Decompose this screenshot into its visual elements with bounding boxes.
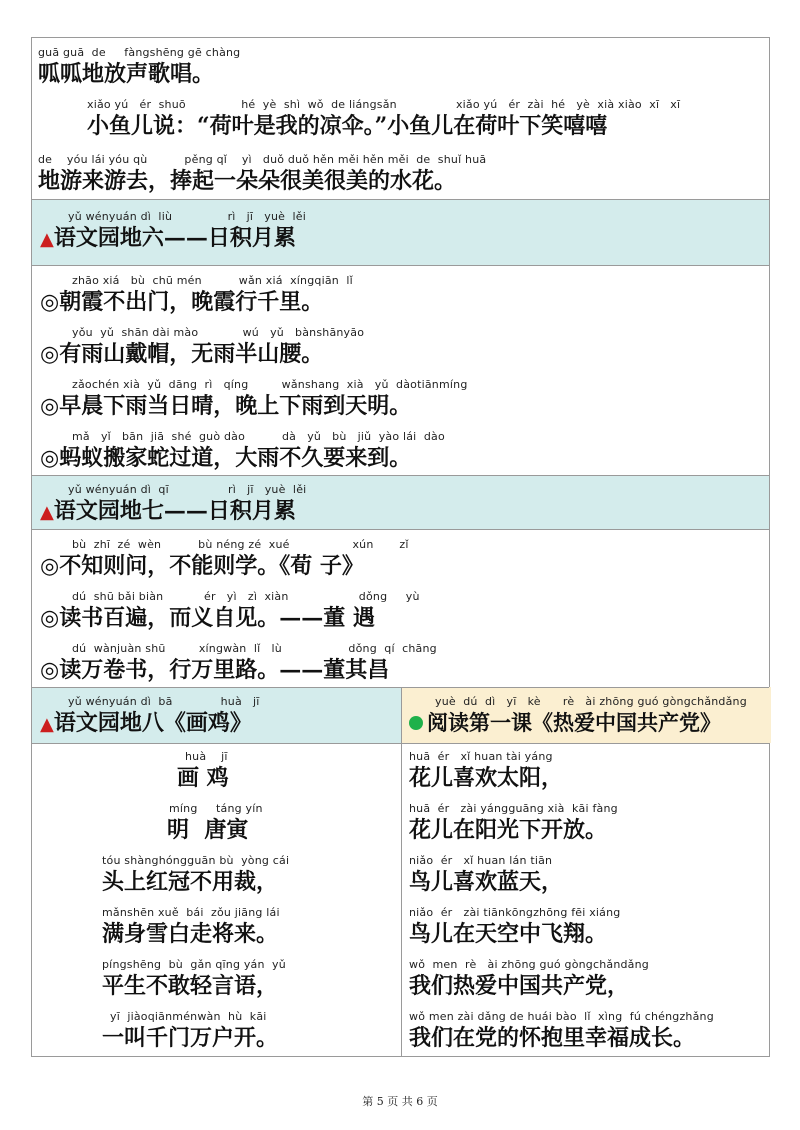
hanzi: 头上红冠不用裁， [102,869,279,895]
green-dot-icon [409,716,423,730]
triangle-icon: ▲ [40,502,54,523]
hanzi: 我们热爱中国共产党， [409,973,630,999]
page-number: 第 5 页 共 6 页 [362,1095,438,1108]
list-item [40,590,420,632]
reading-title: 阅读第一课《热爱中国共产党》 [427,710,721,735]
pinyin: niǎo ér xǐ huan lán tiān [409,854,553,867]
section8-header [40,695,260,737]
text-line [38,46,240,88]
pinyin: míng táng yín [169,802,263,815]
pinyin: yǔ wényuán dì qī rì jī yuè lěi [68,483,307,496]
section7-header [40,483,306,525]
list-item [40,642,437,684]
poem-line [102,1010,278,1052]
column-divider [401,687,402,1056]
pinyin: yuè dú dì yī kè rè ài zhōng guó gòngchǎndǎng [435,695,747,708]
reading-header [409,695,747,737]
pinyin: huā ér zài yángguāng xià kāi fàng [409,802,618,815]
reading-line [409,750,563,792]
reading-line [409,958,649,1000]
poem-line [102,854,289,896]
hanzi: 花儿喜欢太阳， [409,765,564,791]
pinyin: yī jiàoqiānménwàn hù kāi [110,1010,267,1023]
pinyin: wǒ men rè ài zhōng guó gòngchǎndǎng [409,958,649,971]
hanzi: 小鱼儿说：“荷叶是我的凉伞。”小鱼儿在荷叶下笑嘻嘻 [87,113,608,139]
hanzi: 鸟儿在天空中飞翔。 [409,921,608,947]
pinyin: píngshēng bù gǎn qīng yán yǔ [102,958,286,971]
hanzi: ◎蚂蚁搬家蛇过道，大雨不久要来到。 [40,445,412,471]
hanzi: 一叫千门万户开。 [102,1025,279,1051]
pinyin: huā ér xǐ huan tài yáng [409,750,553,763]
pinyin: tóu shànghóngguān bù yòng cái [102,854,290,867]
divider [32,529,769,530]
text-line [38,153,486,195]
pinyin: dú wànjuàn shū xíngwàn lǐ lù dǒng qí chāng [72,642,437,655]
hanzi: 我们在党的怀抱里幸福成长。 [409,1025,696,1051]
hanzi: 花儿在阳光下开放。 [409,817,608,843]
hanzi: ◎读万卷书，行万里路。——董其昌 [40,657,390,683]
hanzi: ◎早晨下雨当日晴，晚上下雨到天明。 [40,393,412,419]
hanzi: ◎读书百遍，而义自见。——董 遇 [40,605,375,631]
hanzi: 地游来游去，捧起一朵朵很美很美的水花。 [38,168,457,194]
hanzi: 鸟儿喜欢蓝天， [409,869,564,895]
divider [32,265,769,266]
divider [32,199,769,200]
reading-line [409,906,620,948]
list-item [40,326,364,368]
pinyin: mǎnshēn xuě bái zǒu jiāng lái [102,906,280,919]
hanzi: 画 鸡 [177,765,229,791]
pinyin: bù zhī zé wèn bù néng zé xué xún zǐ [72,538,409,551]
section7-title: 语文园地七——日积月累 [53,498,296,524]
poem-author [167,802,263,844]
hanzi: ◎朝霞不出门，晚霞行千里。 [40,289,324,315]
pinyin: dú shū bǎi biàn ér yì zì xiàn dǒng yù [72,590,420,603]
section6-title: 语文园地六——日积月累 [53,225,296,251]
triangle-icon: ▲ [40,714,54,735]
pinyin: niǎo ér zài tiānkōngzhōng fēi xiáng [409,906,621,919]
section8-title: 语文园地八《画鸡》 [53,710,252,736]
pinyin: yǔ wényuán dì bā huà jī [68,695,260,708]
worksheet-frame [31,37,770,1057]
pinyin: yǒu yǔ shān dài mào wú yǔ bànshānyāo [72,326,365,339]
reading-line [409,802,618,844]
pinyin: huà jī [185,750,228,763]
reading-line [409,1010,714,1052]
list-item [40,378,468,420]
hanzi: 平生不敢轻言语， [102,973,279,999]
hanzi: ◎有雨山戴帽，无雨半山腰。 [40,341,324,367]
pinyin: guā guā de fàngshēng gē chàng [38,46,241,59]
section6-header [40,210,306,252]
pinyin: zhāo xiá bù chū mén wǎn xiá xíngqiān lǐ [72,274,353,287]
hanzi: 明 唐寅 [167,817,249,843]
divider [32,475,769,476]
pinyin: zǎochén xià yǔ dāng rì qíng wǎnshang xià yǔ dàotiānmíng [72,378,468,391]
poem-line [102,906,280,948]
pinyin: xiǎo yú ér shuō hé yè shì wǒ de liángsǎn xiǎo yú ér zài hé yè xià xiào xī xī [87,98,681,111]
poem-title [177,750,229,792]
triangle-icon: ▲ [40,229,54,250]
list-item [40,430,445,472]
list-item [40,538,409,580]
reading-line [409,854,563,896]
hanzi: 呱呱地放声歌唱。 [38,61,215,87]
poem-line [102,958,286,1000]
pinyin: wǒ men zài dǎng de huái bào lǐ xìng fú chéngzhǎng [409,1010,714,1023]
pinyin: de yóu lái yóu qù pěng qǐ yì duǒ duǒ hěn měi hěn měi de shuǐ huā [38,153,487,166]
pinyin: mǎ yǐ bān jiā shé guò dào dà yǔ bù jiǔ yào lái dào [72,430,445,443]
hanzi: 满身雪白走将来。 [102,921,279,947]
pinyin: yǔ wényuán dì liù rì jī yuè lěi [68,210,306,223]
hanzi: ◎不知则问，不能则学。《荀 子》 [40,553,364,579]
list-item [40,274,353,316]
text-line [87,98,680,140]
